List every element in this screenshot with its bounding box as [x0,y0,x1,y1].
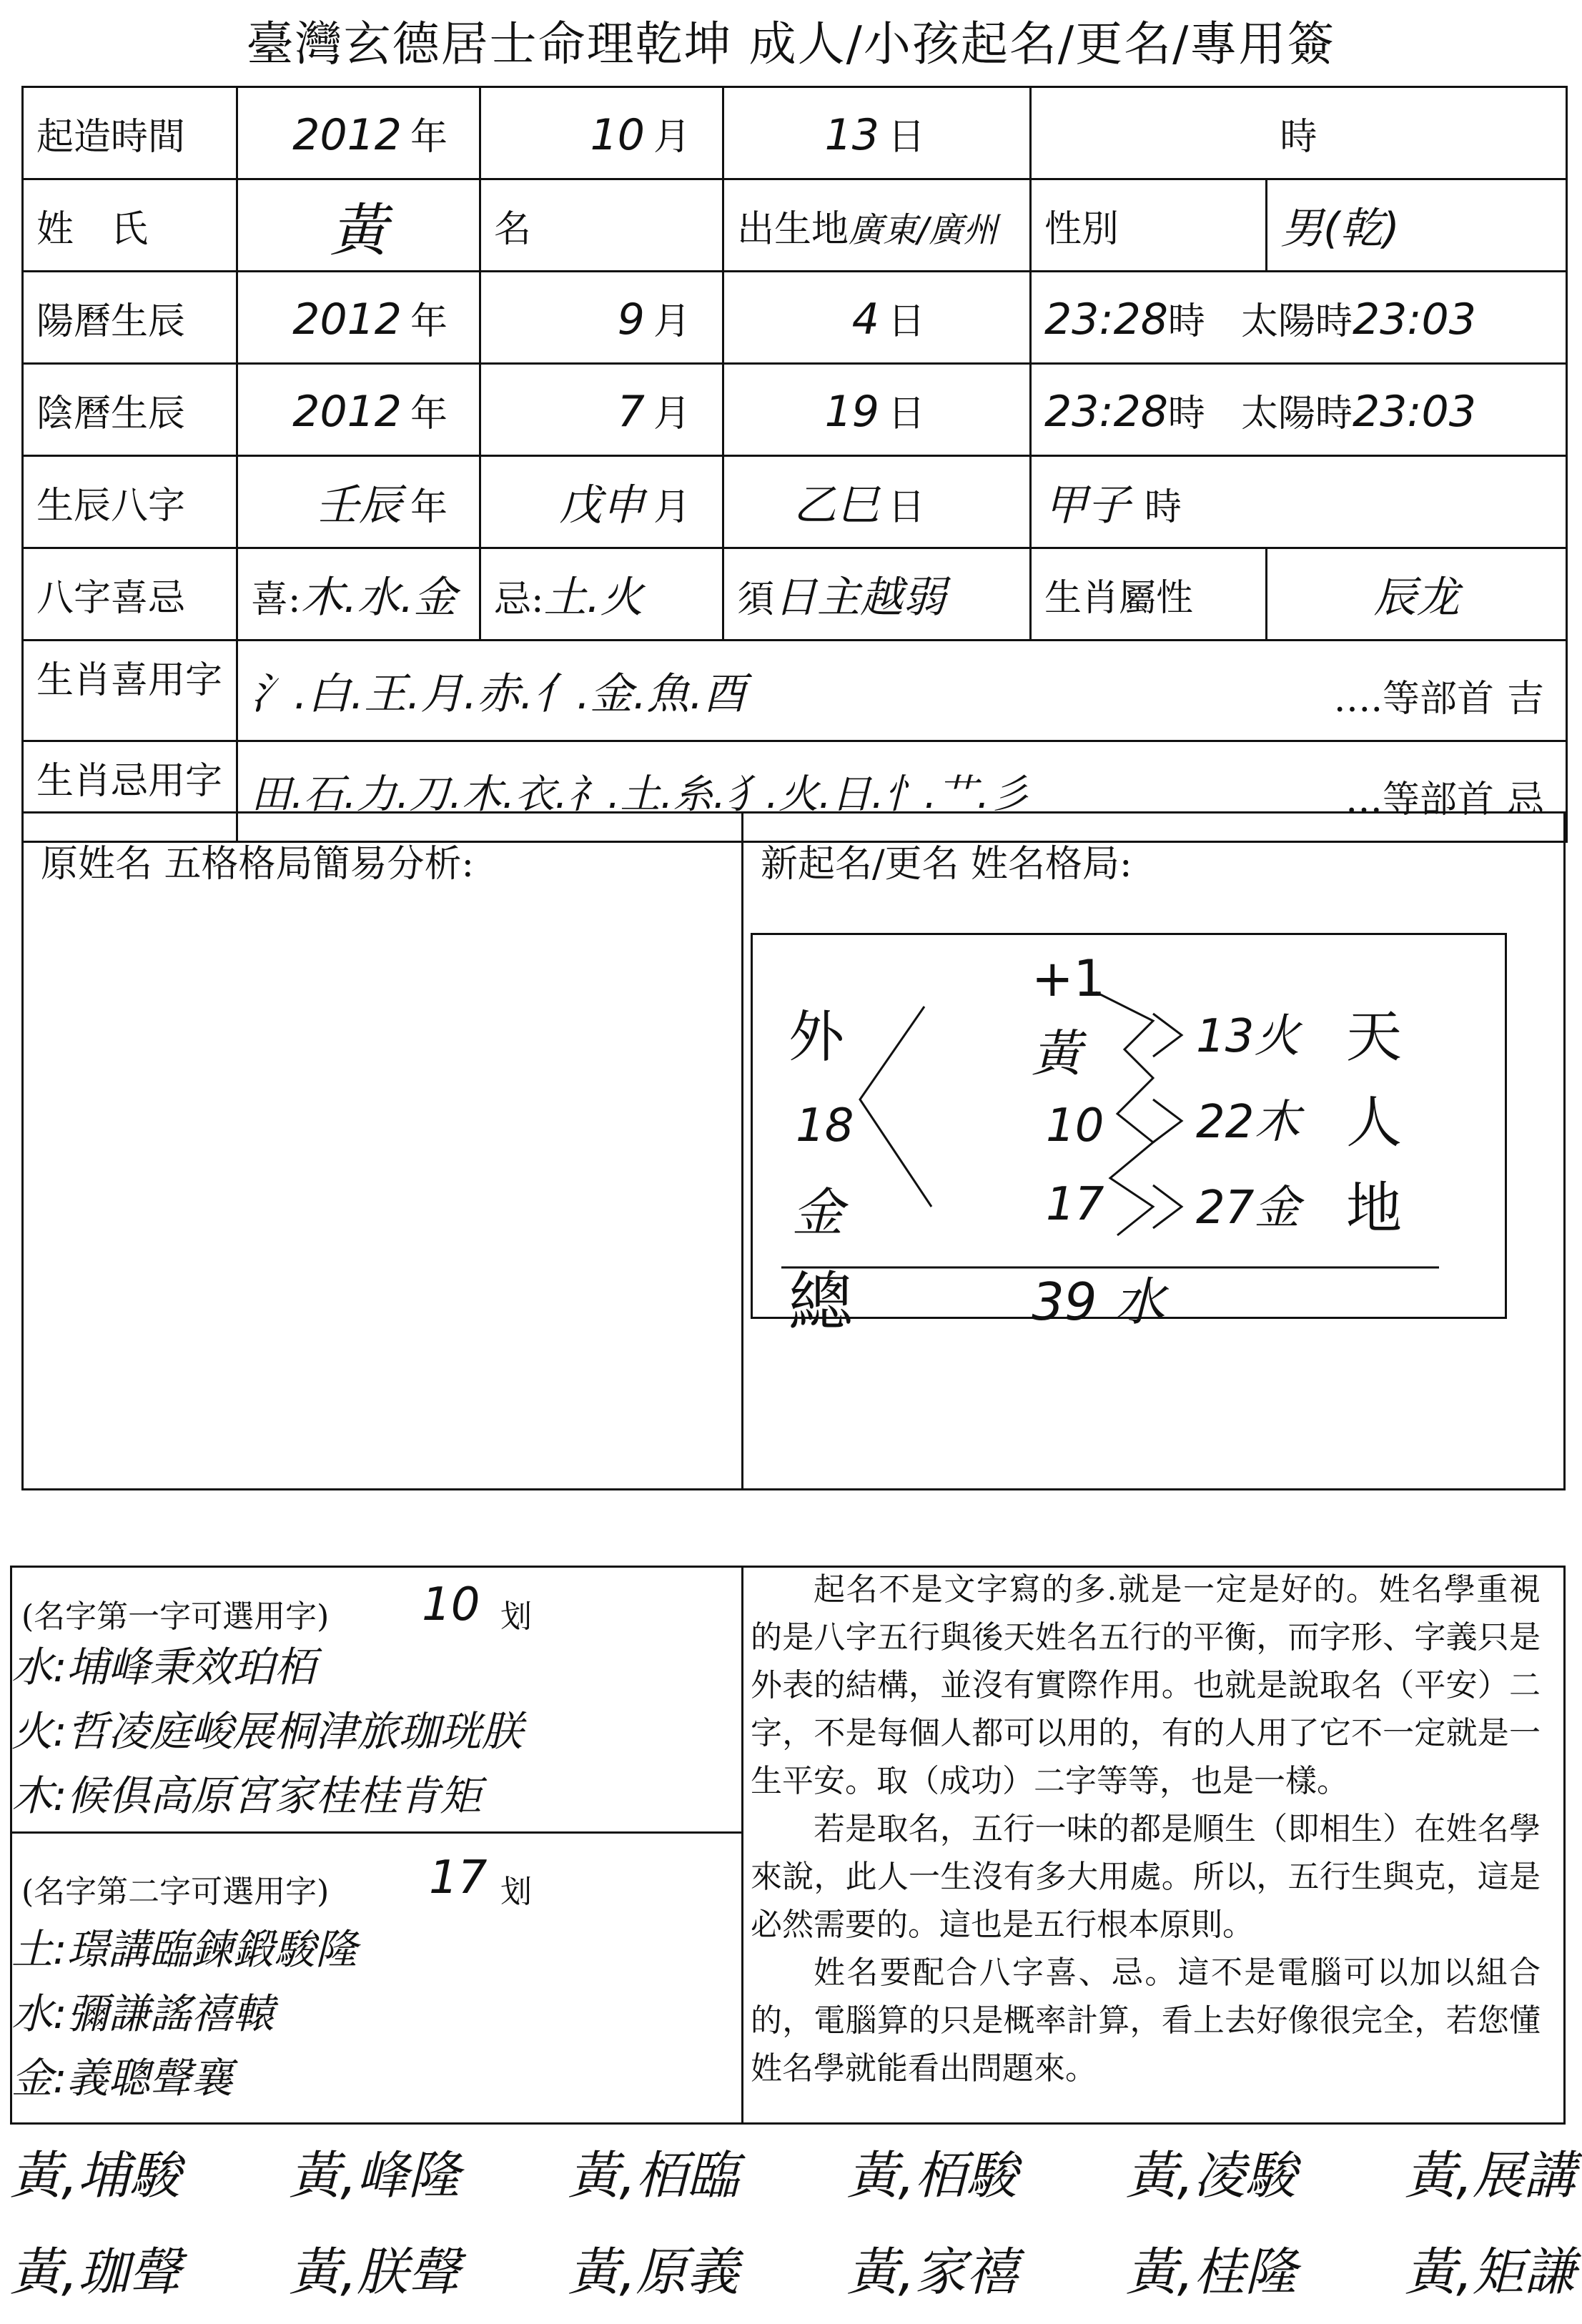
hour-unit: 時 [1280,115,1317,159]
grid-stroke-1: 10 [1046,1099,1104,1152]
bazi-hour: 甲子 [1044,480,1130,530]
zodiac-bad-verdict: 忌 [1507,778,1545,821]
zodiac-good-suffix: ….等部首 [1333,678,1495,721]
name-combo: 黃,展講 [1405,2145,1576,2205]
second-char-strokes: 17 [429,1851,488,1904]
birthplace-value: 廣東/廣州 [849,209,998,250]
start-time-label: 起造時間 [23,87,237,179]
name-combo: 黃,栢臨 [568,2145,739,2205]
name-combo: 黃,凌駿 [1125,2145,1297,2205]
outer-bracket [860,1007,931,1207]
name-grid-box [751,933,1507,1340]
need-value: 日主越弱 [774,573,946,623]
year-unit: 年 [410,115,448,159]
hour-unit: 時 [1167,392,1205,435]
zodiac-value: 辰龙 [1373,573,1460,623]
zodiac-bad-label: 生肖忌用字 [23,741,237,842]
start-year: 2012 [292,109,402,160]
ji-value: 土.火 [543,573,643,623]
info-table [21,86,1568,843]
hour-unit: 時 [1167,300,1205,343]
second-char-line-earth: 土:璟講臨鍊鍛駿隆 [11,1925,357,1974]
di-label: 地 [1346,1177,1403,1241]
day-unit: 日 [887,115,925,159]
plus-one: +1 [1032,949,1106,1008]
name-combo: 黃,桂隆 [1125,2242,1297,2302]
page-title: 臺灣玄德居士命理乾坤 成人/小孩起名/更名/專用簽 [246,16,1336,71]
zodiac-good-chars: 氵.白.王.月.赤.亻.金.魚.酉 [251,669,746,719]
name-combos-row-1 [10,2134,1576,2208]
sun-time-label: 太陽時 [1240,392,1353,435]
row-bazi [23,456,1567,548]
solar-time: 23:28 [1044,294,1168,345]
outer-number: 18 [796,1099,854,1152]
name-combo: 黃,矩謙 [1405,2242,1576,2302]
day-unit: 日 [887,392,925,435]
bazi-day: 乙巳 [793,480,879,530]
zodiac-label: 生肖屬性 [1044,576,1194,620]
first-char-head: (名字第一字可選用字) [21,1598,330,1635]
note-paragraph: 起名不是文字寫的多.就是一定是好的。姓名學重視的是八字五行與後天姓名五行的平衡，而字形、字義只是外表的結構，並沒有實際作用。也就是說取名（平安）二字，不是每個人都可以用的，有的人用了它不一定就是一生平安。取（成功）二字等等，也是一樣。 [751,1571,1541,1799]
outer-element: 金 [792,1182,844,1242]
name-label: 名 [494,207,532,251]
lunar-label: 陰曆生辰 [23,364,237,456]
total-label: 總 [788,1265,853,1340]
month-unit: 月 [653,392,691,435]
lunar-sun-time: 23:03 [1352,386,1476,437]
name-combo: 黃,朕聲 [289,2242,460,2302]
sun-time-label: 太陽時 [1240,300,1353,343]
solar-label: 陽曆生辰 [23,272,237,364]
gender-value: 男(乾) [1280,204,1400,254]
grid-stroke-2: 17 [1046,1178,1104,1231]
zodiac-bad-suffix: …等部首 [1345,778,1495,821]
second-char-unit: 划 [500,1874,532,1910]
start-day: 13 [824,109,879,160]
grid-surname: 黃 [1032,1024,1082,1083]
original-name-title: 原姓名 五格格局簡易分析: [41,843,475,886]
first-char-line-fire: 火:哲凌庭峻展桐津旅珈珖朕 [11,1707,523,1756]
lunar-year: 2012 [292,386,402,437]
second-char-head: (名字第二字可選用字) [21,1874,330,1910]
note-paragraph: 若是取名，五行一味的都是順生（即相生）在姓名學來說，此人一生沒有多大用處。所以，五行生與克，這是必然需要的。這也是五行根本原則。 [751,1811,1541,1943]
zodiac-good-label: 生肖喜用字 [23,641,237,741]
first-char-unit: 划 [500,1598,532,1635]
name-combo: 黃,栢駿 [846,2145,1018,2205]
solar-sun-time: 23:03 [1352,294,1476,345]
surname-label: 姓 氏 [23,179,237,272]
year-unit: 年 [410,392,448,435]
row-zodiac-good [23,641,1567,741]
row-surname [23,179,1567,272]
hour-unit: 時 [1145,486,1182,529]
month-unit: 月 [653,300,691,343]
name-combo: 黃,家禧 [846,2242,1018,2302]
solar-day: 4 [851,294,879,345]
solar-year: 2012 [292,294,402,345]
lunar-time: 23:28 [1044,386,1168,437]
xiji-label: 八字喜忌 [23,548,237,641]
solar-month: 9 [617,294,645,345]
di-ge-number: 27金 [1196,1182,1300,1235]
name-combo: 黃,埔駿 [10,2145,181,2205]
second-char-line-metal: 金:義聰聲襄 [11,2054,233,2102]
zodiac-bad-chars: 田.石.力.刀.木.衣.礻.土.糸.犭.火.日.忄.艹.彡 [251,771,1030,818]
ji-label: 忌: [494,578,544,621]
year-unit: 年 [410,486,448,529]
name-combo: 黃,峰隆 [289,2145,460,2205]
ren-label: 人 [1346,1091,1403,1155]
day-unit: 日 [887,300,925,343]
bazi-label: 生辰八字 [23,456,237,548]
need-label: 須 [737,578,775,621]
lunar-day: 19 [824,386,879,437]
outer-label: 外 [788,1005,845,1069]
name-combo: 黃,珈聲 [10,2242,181,2302]
birthplace-label: 出生地 [737,207,849,251]
year-unit: 年 [410,300,448,343]
month-unit: 月 [653,115,691,159]
bazi-year: 壬辰 [315,480,402,530]
new-name-title: 新起名/更名 姓名格局: [761,843,1132,886]
notes-text [751,1566,1541,2092]
tian-ge-number: 13火 [1196,1010,1300,1063]
surname-value: 黃 [330,197,387,264]
first-char-line-wood: 木:候俱高原宮家桂桂肯矩 [11,1771,482,1820]
tian-label: 天 [1346,1005,1403,1069]
zigzag-line [1096,992,1153,1235]
first-char-line-water: 水:埔峰秉效珀栢 [11,1643,316,1691]
name-combo: 黃,原義 [568,2242,739,2302]
second-char-line-water: 水:彌謙謠禧轅 [11,1989,275,2038]
row-start-time [23,87,1567,179]
original-name-panel [21,811,743,1490]
start-month: 10 [590,109,645,160]
total-value: 39 水 [1032,1272,1165,1332]
gender-label: 性別 [1044,207,1119,251]
bazi-month: 戊申 [558,480,645,530]
month-unit: 月 [653,486,691,529]
name-combos-row-2 [10,2230,1576,2305]
row-xiji [23,548,1567,641]
xi-label: 喜: [251,578,301,621]
note-paragraph: 姓名要配合八字喜、忌。這不是電腦可以加以組合的，電腦算的只是概率計算，看上去好像很完全，若您懂姓名學就能看出問題來。 [751,1954,1541,2087]
row-lunar [23,364,1567,456]
row-solar [23,272,1567,364]
day-unit: 日 [887,486,925,529]
xi-value: 木.水.金 [300,573,457,623]
first-char-strokes: 10 [422,1578,480,1631]
ren-ge-number: 22木 [1196,1096,1300,1149]
lunar-month: 7 [617,386,645,437]
zodiac-good-verdict: 吉 [1507,678,1545,721]
